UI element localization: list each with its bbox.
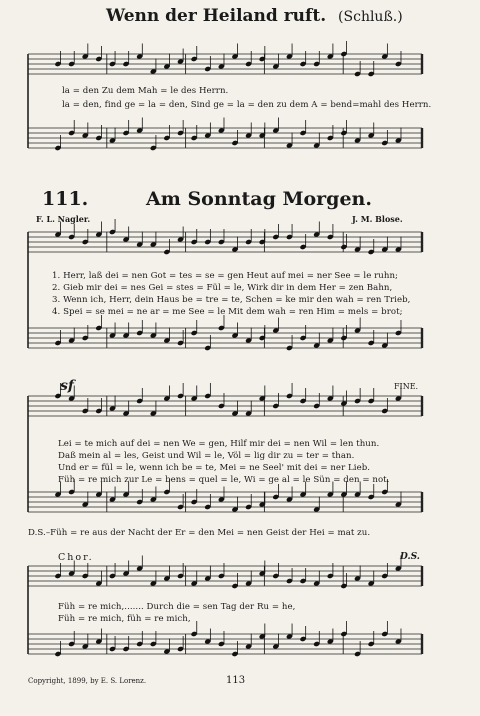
hymn-title: Am Sonntag Morgen.	[146, 188, 372, 210]
refrain-line-4: Füh = re mich zur Le = bens = quel = le, Wi = ge al = le Sün = den = not.	[58, 475, 390, 485]
verse-line-1: 1. Herr, laß dei = nen Got = tes = se = gen Heut auf mei = ner See = le ruhn;	[52, 271, 398, 281]
verse-line-4: 4. Spei = se mei = ne ar = me See = le Mit dem wah = ren Him = mels = brot;	[52, 307, 403, 317]
chorus-ds: D.S.	[400, 552, 420, 562]
page-number: 113	[226, 675, 246, 686]
refrain-line-2: Daß mein al = les, Geist und Wil = le, Völ = lig dir zu = ter = than.	[58, 451, 355, 461]
fine-marking: FINE.	[394, 382, 419, 391]
ds-line: D.S.–Füh = re aus der Nacht der Er = den Mei = nen Geist der Hei = mat zu.	[28, 528, 371, 538]
top-lyric-2: la = den, find ge = la = den, Sind ge = la = den zu dem A = bend=mahl des Herrn.	[62, 100, 432, 110]
verse-line-2: 2. Gieb mir dei = nes Gei = stes = Fül = le, Wirk dir in dem Her = zen Bahn,	[52, 283, 393, 293]
copyright: Copyright, 1899, by E. S. Lorenz.	[28, 677, 147, 685]
top-lyric-1: la = den Zu dem Mah = le des Herrn.	[62, 86, 229, 96]
title-text: Wenn der Heiland ruft.	[106, 6, 327, 26]
title-suffix: (Schluß.)	[338, 9, 403, 25]
refrain-line-1: Lei = te mich auf dei = nen We = gen, Hilf mir dei = nen Wil = len thun.	[58, 439, 380, 449]
hymn-number: 111.	[42, 188, 89, 210]
dynamic-marking: sf	[60, 378, 74, 394]
verse-line-3: 3. Wenn ich, Herr, dein Haus be = tre = te, Schen = ke mir den wah = ren Trieb,	[52, 295, 411, 305]
composer-right: J. M. Blose.	[352, 214, 403, 224]
chorus-line-2: Füh = re mich, füh = re mich,	[58, 614, 191, 624]
chorus-line-1: Füh = re mich,....... Durch die = sen Tag der Ru = he,	[58, 602, 296, 612]
chorus-label: Chor.	[58, 552, 94, 563]
refrain-line-3: Und er = fül = le, wenn ich be = te, Mei = ne Seel' mit dei = ner Lieb.	[58, 463, 371, 473]
composer-left: F. L. Nagler.	[36, 214, 91, 224]
